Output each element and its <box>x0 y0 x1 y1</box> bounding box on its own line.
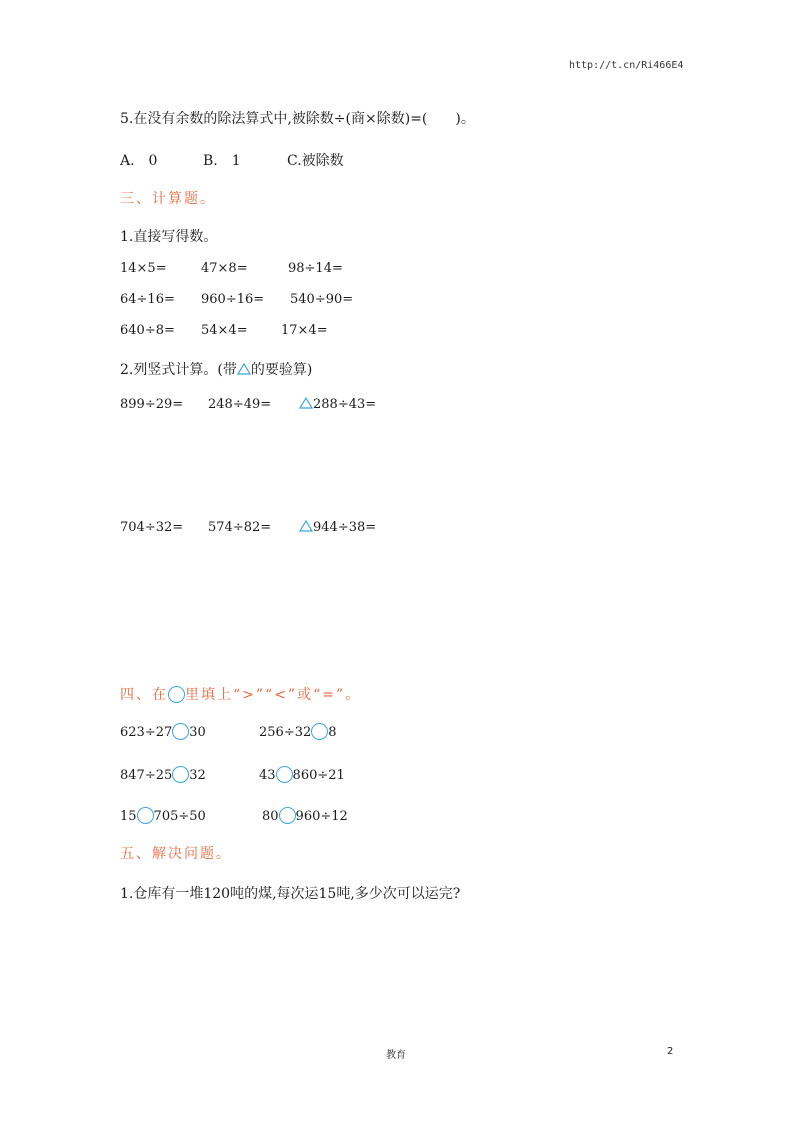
compare-right: 705÷50 <box>153 809 206 824</box>
section-3-part-1-title: 1.直接写得数。 <box>120 229 218 245</box>
vertical-calc-item: 899÷29= <box>120 397 184 412</box>
circle-icon <box>168 686 185 703</box>
compare-item <box>262 807 348 824</box>
option-b: B. 1 <box>203 153 241 169</box>
compare-right: 30 <box>189 725 206 740</box>
calc-item: 98÷14= <box>288 261 343 276</box>
section-4-title-pre: 四、在 <box>120 687 168 703</box>
compare-item <box>259 766 345 783</box>
calc-item: 960÷16= <box>201 292 265 307</box>
compare-left: 847÷25 <box>120 768 173 783</box>
answer-circle[interactable] <box>276 766 293 783</box>
section-4-title-post: 里填上“>”“<”或“=”。 <box>185 687 362 703</box>
section-3-title: 三、计算题。 <box>120 191 216 207</box>
calc-item: 540÷90= <box>290 292 354 307</box>
compare-right: 860÷21 <box>292 768 345 783</box>
compare-item <box>120 766 206 783</box>
answer-circle[interactable] <box>311 723 328 740</box>
section-3-part-2-title <box>120 359 312 379</box>
compare-left: 80 <box>262 809 279 824</box>
vertical-calc-item-check <box>299 520 376 535</box>
compare-item <box>120 807 206 824</box>
calc-item: 14×5= <box>120 261 167 276</box>
part-2-title-pre: 2.列竖式计算。(带 <box>120 362 237 378</box>
vertical-calc-item: 248÷49= <box>208 397 272 412</box>
triangle-icon <box>299 397 313 409</box>
vertical-calc-item-check <box>299 397 376 412</box>
compare-right: 960÷12 <box>295 809 348 824</box>
compare-left: 15 <box>120 809 137 824</box>
vertical-calc-item: 704÷32= <box>120 520 184 535</box>
word-problem-1: 1.仓库有一堆120吨的煤,每次运15吨,多少次可以运完? <box>120 886 461 902</box>
option-a: A. 0 <box>120 153 158 169</box>
section-4-title <box>120 684 361 704</box>
triangle-icon <box>237 363 251 375</box>
page-number: 2 <box>667 1046 674 1057</box>
answer-circle[interactable] <box>172 766 189 783</box>
vertical-calc-text: 288÷43= <box>313 397 377 412</box>
vertical-calc-text: 944÷38= <box>313 520 377 535</box>
calc-item: 64÷16= <box>120 292 175 307</box>
calc-item: 17×4= <box>281 323 328 338</box>
triangle-icon <box>299 520 313 532</box>
compare-left: 256÷32 <box>259 725 312 740</box>
compare-item <box>120 723 206 740</box>
compare-item <box>259 723 337 740</box>
answer-circle[interactable] <box>137 807 154 824</box>
answer-circle[interactable] <box>279 807 296 824</box>
answer-circle[interactable] <box>172 723 189 740</box>
compare-right: 32 <box>189 768 206 783</box>
compare-left: 43 <box>259 768 276 783</box>
section-5-title: 五、解决问题。 <box>120 846 232 862</box>
compare-right: 8 <box>328 725 337 740</box>
calc-item: 640÷8= <box>120 323 175 338</box>
option-c: C.被除数 <box>287 153 344 169</box>
calc-item: 54×4= <box>201 323 248 338</box>
part-2-title-post: 的要验算) <box>250 362 313 378</box>
question-5: 5.在没有余数的除法算式中,被除数÷(商×除数)=( )。 <box>120 111 475 127</box>
header-url: http://t.cn/Ri466E4 <box>569 60 684 71</box>
calc-item: 47×8= <box>201 261 248 276</box>
compare-left: 623÷27 <box>120 725 173 740</box>
footer-label: 教育 <box>386 1050 406 1061</box>
vertical-calc-item: 574÷82= <box>208 520 272 535</box>
